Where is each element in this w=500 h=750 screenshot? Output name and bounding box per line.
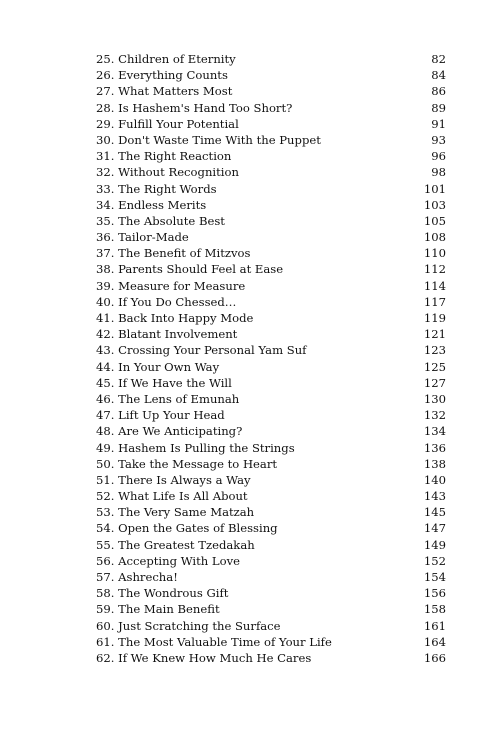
toc-entry-title: 59. The Main Benefit: [96, 602, 220, 617]
toc-entry-title: 43. Crossing Your Personal Yam Suf: [96, 343, 307, 358]
toc-entry: [96, 359, 446, 375]
toc-entry: [96, 423, 446, 439]
table-of-contents: [96, 51, 446, 666]
toc-entry: [96, 67, 446, 83]
toc-entry-title: 34. Endless Merits: [96, 197, 207, 212]
toc-entry: [96, 407, 446, 423]
toc-entry: [96, 213, 446, 229]
toc-entry-page-number: 143: [423, 489, 446, 504]
toc-entry-page-number: 105: [423, 213, 446, 228]
toc-entry-page-number: 130: [423, 391, 446, 406]
toc-entry-page-number: 98: [431, 165, 446, 180]
toc-entry-page-number: 114: [423, 278, 446, 293]
toc-entry-title: 55. The Greatest Tzedakah: [96, 537, 255, 552]
toc-entry-title: 41. Back Into Happy Mode: [96, 311, 254, 325]
toc-entry-page-number: 161: [423, 618, 446, 633]
toc-entry-title: 49. Hashem Is Pulling the Strings: [96, 440, 295, 455]
toc-entry-page-number: 138: [423, 456, 446, 471]
toc-entry-title: 48. Are We Anticipating?: [96, 424, 243, 439]
toc-entry-title: 35. The Absolute Best: [96, 213, 225, 228]
toc-entry-page-number: 164: [423, 634, 446, 649]
toc-entry-page-number: 125: [423, 359, 446, 374]
toc-entry: [96, 51, 446, 67]
toc-entry-page-number: 86: [431, 84, 446, 99]
toc-entry: [96, 585, 446, 601]
toc-entry-page-number: 154: [423, 570, 446, 584]
toc-entry: [96, 83, 446, 99]
toc-entry: [96, 294, 446, 310]
toc-entry-title: 50. Take the Message to Heart: [96, 456, 278, 471]
toc-entry: [96, 618, 446, 634]
toc-entry-title: 29. Fulfill Your Potential: [96, 116, 239, 131]
toc-entry: [96, 229, 446, 245]
toc-entry-title: 32. Without Recognition: [96, 165, 239, 180]
toc-entry: [96, 310, 446, 326]
toc-entry-title: 37. The Benefit of Mitzvos: [96, 246, 251, 261]
toc-entry-title: 57. Ashrecha!: [96, 570, 178, 584]
toc-entry-page-number: 149: [423, 537, 446, 552]
toc-entry-title: 42. Blatant Involvement: [96, 327, 238, 342]
toc-entry-page-number: 140: [423, 472, 446, 487]
toc-entry: [96, 391, 446, 407]
toc-entry-title: 51. There Is Always a Way: [96, 472, 251, 487]
toc-entry-page-number: 96: [431, 149, 446, 164]
toc-entry-title: 27. What Matters Most: [96, 84, 233, 99]
toc-entry-title: 45. If We Have the Will: [96, 375, 232, 390]
toc-entry-page-number: 112: [423, 262, 446, 277]
toc-entry: [96, 245, 446, 261]
toc-entry-title: 60. Just Scratching the Surface: [96, 618, 281, 633]
toc-entry: [96, 440, 446, 456]
toc-entry-page-number: 136: [423, 440, 446, 455]
toc-entry-title: 58. The Wondrous Gift: [96, 586, 229, 601]
toc-entry-page-number: 110: [423, 246, 446, 261]
toc-entry-page-number: 91: [431, 116, 446, 131]
toc-entry-title: 56. Accepting With Love: [96, 553, 241, 568]
toc-entry-page-number: 82: [431, 52, 446, 66]
toc-entry: [96, 537, 446, 553]
toc-entry-title: 61. The Most Valuable Time of Your Life: [96, 634, 332, 649]
toc-entry: [96, 650, 446, 666]
toc-entry: [96, 553, 446, 569]
toc-entry: [96, 326, 446, 342]
toc-entry-page-number: 147: [423, 521, 446, 536]
toc-entry-title: 40. If You Do Chessed…: [96, 294, 237, 309]
toc-entry-page-number: 158: [423, 602, 446, 617]
toc-entry: [96, 100, 446, 116]
toc-entry: [96, 261, 446, 277]
toc-entry-page-number: 121: [423, 327, 446, 342]
toc-entry-title: 54. Open the Gates of Blessing: [96, 521, 278, 536]
toc-entry: [96, 569, 446, 585]
toc-entry-title: 46. The Lens of Emunah: [96, 391, 240, 406]
toc-entry-title: 33. The Right Words: [96, 181, 217, 196]
toc-entry-title: 36. Tailor-Made: [96, 230, 189, 245]
toc-entry-title: 62. If We Knew How Much He Cares: [96, 650, 312, 665]
toc-entry: [96, 342, 446, 358]
toc-entry: [96, 456, 446, 472]
toc-entry: [96, 488, 446, 504]
toc-entry-page-number: 134: [423, 424, 446, 439]
toc-entry: [96, 278, 446, 294]
toc-entry: [96, 375, 446, 391]
toc-entry: [96, 181, 446, 197]
toc-entry-title: 52. What Life Is All About: [96, 489, 248, 504]
toc-entry-page-number: 152: [423, 553, 446, 568]
toc-entry-page-number: 101: [423, 181, 446, 196]
toc-entry-page-number: 123: [423, 343, 446, 358]
toc-entry-page-number: 127: [423, 375, 446, 390]
toc-entry-title: 28. Is Hashem's Hand Too Short?: [96, 100, 293, 115]
toc-entry-title: 38. Parents Should Feel at Ease: [96, 262, 284, 277]
toc-entry-page-number: 166: [423, 650, 446, 665]
toc-entry: [96, 472, 446, 488]
toc-entry-page-number: 103: [423, 197, 446, 212]
toc-entry-page-number: 84: [431, 68, 446, 83]
toc-entry-page-number: 117: [423, 294, 446, 309]
toc-entry: [96, 197, 446, 213]
toc-entry-title: 53. The Very Same Matzah: [96, 505, 255, 520]
toc-entry: [96, 634, 446, 650]
toc-entry-title: 25. Children of Eternity: [96, 52, 236, 66]
toc-entry: [96, 116, 446, 132]
toc-entry-page-number: 119: [423, 311, 446, 325]
toc-entry-page-number: 156: [423, 586, 446, 601]
toc-entry-title: 30. Don't Waste Time With the Puppet: [96, 132, 321, 147]
toc-entry: [96, 164, 446, 180]
toc-entry-title: 31. The Right Reaction: [96, 149, 232, 164]
toc-entry-title: 39. Measure for Measure: [96, 278, 246, 293]
toc-entry: [96, 148, 446, 164]
toc-entry-title: 47. Lift Up Your Head: [96, 408, 225, 423]
toc-entry-title: 44. In Your Own Way: [96, 359, 220, 374]
toc-entry-page-number: 89: [431, 100, 446, 115]
toc-entry-page-number: 93: [431, 132, 446, 147]
toc-entry: [96, 504, 446, 520]
toc-entry-title: 26. Everything Counts: [96, 68, 228, 83]
toc-entry: [96, 132, 446, 148]
toc-entry-page-number: 132: [423, 408, 446, 423]
toc-entry-page-number: 145: [423, 505, 446, 520]
toc-entry: [96, 601, 446, 617]
toc-entry: [96, 520, 446, 536]
toc-entry-page-number: 108: [423, 230, 446, 245]
